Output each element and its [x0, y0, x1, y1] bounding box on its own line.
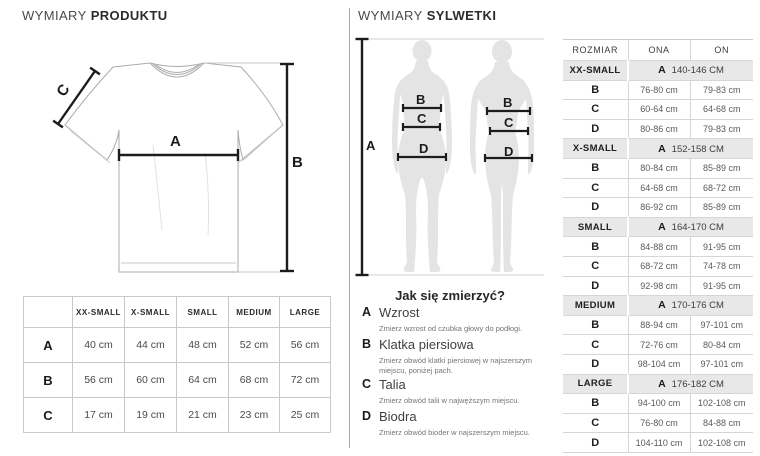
size-group-name: XX-SMALL — [563, 61, 628, 81]
size-group-name: MEDIUM — [563, 296, 628, 316]
size-group-height-value: 152-158 CM — [671, 143, 724, 155]
size-row-her-value: 94-100 cm — [628, 394, 690, 414]
size-row-label: D — [563, 433, 628, 453]
size-group-row — [563, 139, 753, 159]
size-chart-table — [563, 39, 753, 453]
size-table-row — [563, 237, 753, 257]
height-measure-line-a — [356, 39, 369, 275]
body-title-bold: SYLWETKI — [426, 8, 497, 23]
size-row-her-value: 68-72 cm — [628, 256, 690, 276]
size-group-height-value: 170-176 CM — [671, 300, 724, 312]
product-table-cell: 17 cm — [73, 398, 125, 433]
how-to-item-height — [362, 304, 554, 334]
product-table-row-label: C — [24, 398, 73, 433]
tshirt-outline — [65, 63, 283, 272]
body-title-regular: WYMIARY — [358, 8, 423, 23]
size-row-her-value: 86-92 cm — [628, 198, 690, 218]
product-size-table-body — [24, 297, 331, 433]
product-table-col-header: XX-SMALL — [73, 297, 125, 328]
size-group-height-label: A — [658, 299, 666, 312]
size-table-row — [563, 413, 753, 433]
product-table-cell: 21 cm — [177, 398, 229, 433]
size-row-him-value: 97-101 cm — [690, 315, 753, 335]
product-measure-label-b: B — [292, 154, 303, 171]
size-row-her-value: 84-88 cm — [628, 237, 690, 257]
product-table-col-header: SMALL — [177, 297, 229, 328]
how-to-item-chest — [362, 336, 554, 375]
size-row-label: C — [563, 413, 628, 433]
product-table-col-header: LARGE — [280, 297, 331, 328]
size-row-label: C — [563, 178, 628, 198]
size-row-label: B — [563, 315, 628, 335]
product-table-cell: 25 cm — [280, 398, 331, 433]
size-row-her-value: 76-80 cm — [628, 413, 690, 433]
how-to-letter: B — [362, 337, 372, 351]
size-row-her-value: 88-94 cm — [628, 315, 690, 335]
size-row-label: D — [563, 198, 628, 218]
size-table-row — [563, 276, 753, 296]
size-chart-table-body — [563, 40, 753, 453]
how-to-desc: Zmierz obwód klatki piersiowej w najszerszym miejscu, poniżej pach. — [379, 356, 532, 375]
how-to-name: Klatka piersiowa — [379, 337, 474, 352]
size-row-him-value: 80-84 cm — [690, 335, 753, 355]
size-group-height-label: A — [658, 221, 666, 234]
size-group-row — [563, 217, 753, 237]
product-table-row — [24, 398, 331, 433]
male-measure-label-c: C — [504, 115, 514, 130]
size-table-row — [563, 433, 753, 453]
product-table-cell: 68 cm — [229, 363, 280, 398]
size-table-row — [563, 315, 753, 335]
size-group-height-label: A — [658, 142, 666, 155]
size-row-label: D — [563, 354, 628, 374]
size-group-height-label: A — [658, 377, 666, 390]
female-measure-label-b: B — [416, 92, 426, 107]
size-row-her-value: 80-86 cm — [628, 119, 690, 139]
size-group-name: X-SMALL — [563, 139, 628, 159]
size-row-label: B — [563, 394, 628, 414]
how-to-item-waist — [362, 376, 554, 406]
size-row-label: D — [563, 119, 628, 139]
size-table-row — [563, 198, 753, 218]
product-measure-label-c: C — [53, 81, 74, 100]
size-table-col-header: ON — [690, 40, 753, 61]
tshirt-drawing-svg — [25, 45, 325, 285]
female-measure-label-d: D — [419, 141, 429, 156]
size-row-label: C — [563, 335, 628, 355]
size-group-height-cell — [628, 139, 753, 159]
female-measure-label-c: C — [417, 111, 427, 126]
size-row-her-value: 92-98 cm — [628, 276, 690, 296]
product-table-cell: 52 cm — [229, 328, 280, 363]
size-row-him-value: 74-78 cm — [690, 256, 753, 276]
size-row-label: B — [563, 158, 628, 178]
product-table-row-label: B — [24, 363, 73, 398]
product-panel-title — [22, 8, 168, 23]
size-row-her-value: 64-68 cm — [628, 178, 690, 198]
size-table-row — [563, 80, 753, 100]
size-row-her-value: 76-80 cm — [628, 80, 690, 100]
size-row-him-value: 91-95 cm — [690, 237, 753, 257]
size-row-him-value: 68-72 cm — [690, 178, 753, 198]
how-to-desc: Zmierz obwód talii w najwęższym miejscu. — [379, 396, 520, 405]
size-group-row — [563, 374, 753, 394]
how-to-name: Talia — [379, 377, 406, 392]
product-table-header-row — [24, 297, 331, 328]
size-group-height-value: 164-170 CM — [671, 222, 724, 234]
product-table-row-label: A — [24, 328, 73, 363]
size-table-col-header: ONA — [628, 40, 690, 61]
size-row-label: C — [563, 100, 628, 120]
size-group-height-cell — [628, 61, 753, 81]
size-row-her-value: 72-76 cm — [628, 335, 690, 355]
size-group-name: SMALL — [563, 217, 628, 237]
size-table-header-row — [563, 40, 753, 61]
size-table-row — [563, 178, 753, 198]
size-table-row — [563, 256, 753, 276]
size-row-her-value: 104-110 cm — [628, 433, 690, 453]
how-to-desc: Zmierz wzrost od czubka głowy do podłogi. — [379, 324, 522, 333]
size-row-label: C — [563, 256, 628, 276]
size-group-row — [563, 61, 753, 81]
size-row-him-value: 102-108 cm — [690, 433, 753, 453]
size-table-row — [563, 100, 753, 120]
how-to-letter: D — [362, 409, 372, 423]
size-group-height-value: 176-182 CM — [671, 378, 724, 390]
product-table-cell: 48 cm — [177, 328, 229, 363]
how-to-desc: Zmierz obwód bioder w najszerszym miejscu. — [379, 428, 530, 437]
product-measure-label-a: A — [170, 133, 181, 150]
product-table-col-header: X-SMALL — [125, 297, 177, 328]
size-row-her-value: 80-84 cm — [628, 158, 690, 178]
product-size-table — [23, 296, 331, 433]
size-row-him-value: 85-89 cm — [690, 198, 753, 218]
male-measure-label-d: D — [504, 144, 514, 159]
male-silhouette — [470, 40, 534, 272]
size-row-him-value: 102-108 cm — [690, 394, 753, 414]
product-table-col-header: MEDIUM — [229, 297, 280, 328]
product-title-bold: PRODUKTU — [90, 8, 168, 23]
size-group-row — [563, 296, 753, 316]
size-group-height-cell — [628, 374, 753, 394]
size-row-her-value: 98-104 cm — [628, 354, 690, 374]
size-table-row — [563, 394, 753, 414]
size-table-row — [563, 119, 753, 139]
product-table-row — [24, 363, 331, 398]
product-table-cell: 44 cm — [125, 328, 177, 363]
size-table-col-header: ROZMIAR — [563, 40, 628, 61]
product-table-cell: 60 cm — [125, 363, 177, 398]
how-to-letter: A — [362, 305, 372, 319]
size-row-him-value: 84-88 cm — [690, 413, 753, 433]
how-to-name: Wzrost — [379, 305, 420, 320]
product-title-regular: WYMIARY — [22, 8, 87, 23]
size-row-him-value: 91-95 cm — [690, 276, 753, 296]
product-table-cell: 56 cm — [280, 328, 331, 363]
product-table-cell: 72 cm — [280, 363, 331, 398]
product-table-cell: 23 cm — [229, 398, 280, 433]
size-row-her-value: 60-64 cm — [628, 100, 690, 120]
size-row-him-value: 64-68 cm — [690, 100, 753, 120]
size-group-name: LARGE — [563, 374, 628, 394]
how-to-name: Biodra — [379, 409, 417, 424]
tshirt-diagram — [25, 45, 325, 285]
body-measure-label-a: A — [366, 138, 376, 153]
size-table-row — [563, 354, 753, 374]
size-table-row — [563, 158, 753, 178]
male-measure-label-b: B — [503, 95, 513, 110]
size-row-label: D — [563, 276, 628, 296]
size-group-height-label: A — [658, 64, 666, 77]
body-diagram — [352, 32, 552, 282]
size-row-him-value: 97-101 cm — [690, 354, 753, 374]
product-table-cell: 19 cm — [125, 398, 177, 433]
size-group-height-cell — [628, 296, 753, 316]
body-diagram-svg — [352, 32, 552, 282]
size-table-row — [563, 335, 753, 355]
body-panel-title — [358, 8, 496, 23]
size-row-him-value: 79-83 cm — [690, 119, 753, 139]
size-group-height-cell — [628, 217, 753, 237]
product-table-cell: 40 cm — [73, 328, 125, 363]
product-table-corner-cell — [24, 297, 73, 328]
product-table-row — [24, 328, 331, 363]
size-row-label: B — [563, 237, 628, 257]
panel-divider — [349, 8, 350, 448]
product-table-cell: 56 cm — [73, 363, 125, 398]
how-to-item-hips — [362, 408, 554, 438]
size-row-him-value: 85-89 cm — [690, 158, 753, 178]
how-to-letter: C — [362, 377, 372, 391]
size-row-label: B — [563, 80, 628, 100]
how-to-measure-heading: Jak się zmierzyć? — [395, 288, 505, 303]
size-row-him-value: 79-83 cm — [690, 80, 753, 100]
product-table-cell: 64 cm — [177, 363, 229, 398]
size-group-height-value: 140-146 CM — [671, 65, 724, 77]
